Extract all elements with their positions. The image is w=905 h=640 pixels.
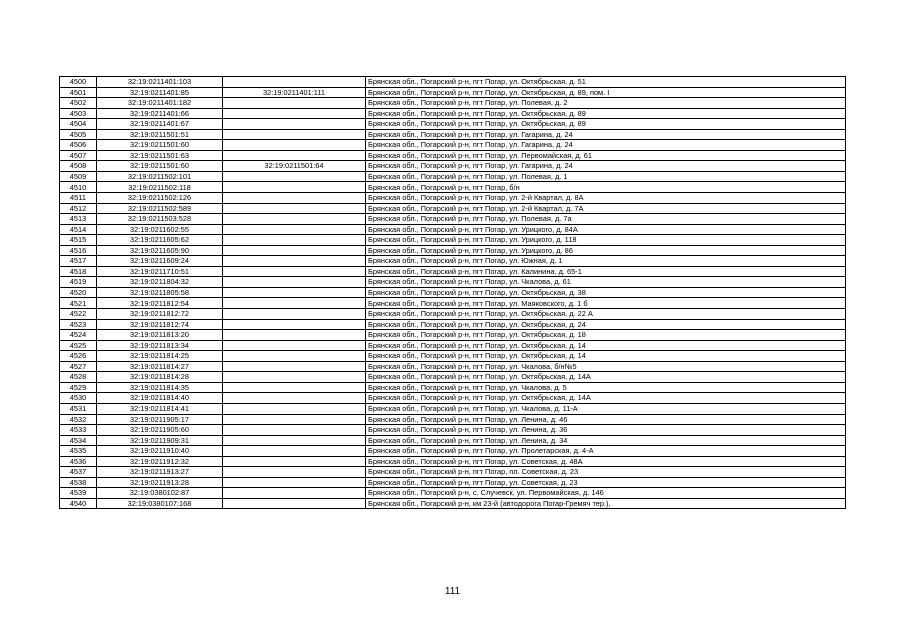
table-row: [60, 488, 846, 499]
table-row: [60, 256, 846, 267]
table-row: [60, 161, 846, 172]
table-row: [60, 87, 846, 98]
table-row: [60, 193, 846, 204]
registry-table: [59, 76, 846, 509]
address-cell: Брянская обл., Погарский р-н, пгт Погар, ул. Октябрьская, д. 14: [366, 340, 846, 351]
cadastral-number-cell: 32:19:0211913:27: [97, 467, 223, 478]
previous-number-cell: [223, 98, 366, 109]
address-cell: Брянская обл., Погарский р-н, пгт Погар, ул. Урицкого, д. 84А: [366, 224, 846, 235]
table-row: [60, 435, 846, 446]
previous-number-cell: [223, 224, 366, 235]
cadastral-number-cell: 32:19:0211501:60: [97, 140, 223, 151]
table-row: [60, 287, 846, 298]
previous-number-cell: [223, 309, 366, 320]
previous-number-cell: [223, 425, 366, 436]
row-number-cell: 4523: [60, 319, 97, 330]
cadastral-number-cell: 32:19:0211912:32: [97, 456, 223, 467]
previous-number-cell: [223, 393, 366, 404]
previous-number-cell: [223, 498, 366, 509]
cadastral-number-cell: 32:19:0211909:31: [97, 435, 223, 446]
row-number-cell: 4527: [60, 361, 97, 372]
row-number-cell: 4515: [60, 235, 97, 246]
row-number-cell: 4514: [60, 224, 97, 235]
table-row: [60, 119, 846, 130]
table-row: [60, 456, 846, 467]
table-row: [60, 245, 846, 256]
row-number-cell: 4511: [60, 193, 97, 204]
table-row: [60, 98, 846, 109]
previous-number-cell: [223, 235, 366, 246]
previous-number-cell: [223, 245, 366, 256]
row-number-cell: 4531: [60, 403, 97, 414]
cadastral-number-cell: 32:19:0211502:101: [97, 171, 223, 182]
row-number-cell: 4508: [60, 161, 97, 172]
row-number-cell: 4513: [60, 214, 97, 225]
cadastral-number-cell: 32:19:0211812:72: [97, 309, 223, 320]
row-number-cell: 4540: [60, 498, 97, 509]
address-cell: Брянская обл., Погарский р-н, пгт Погар, ул. Гагарина, д. 24: [366, 129, 846, 140]
address-cell: Брянская обл., Погарский р-н, пгт Погар, ул. Чкалова, д. 61: [366, 277, 846, 288]
cadastral-number-cell: 32:19:0211814:40: [97, 393, 223, 404]
previous-number-cell: [223, 330, 366, 341]
previous-number-cell: [223, 319, 366, 330]
address-cell: Брянская обл., Погарский р-н, пгт Погар, ул. Гагарина, д. 24: [366, 161, 846, 172]
address-cell: Брянская обл., Погарский р-н, км 23-й (автодорога Погар-Гремяч тер.),: [366, 498, 846, 509]
address-cell: Брянская обл., Погарский р-н, пгт Погар, ул. Чкалова, д. 5: [366, 382, 846, 393]
row-number-cell: 4503: [60, 108, 97, 119]
table-row: [60, 140, 846, 151]
cadastral-number-cell: 32:19:0211910:40: [97, 446, 223, 457]
cadastral-number-cell: 32:19:0380107:168: [97, 498, 223, 509]
row-number-cell: 4524: [60, 330, 97, 341]
row-number-cell: 4509: [60, 171, 97, 182]
cadastral-number-cell: 32:19:0211905:60: [97, 425, 223, 436]
address-cell: Брянская обл., Погарский р-н, пгт Погар, ул. Октябрьская, д. 24: [366, 319, 846, 330]
address-cell: Брянская обл., Погарский р-н, пгт Погар, ул. Октябрьская, д. 18: [366, 330, 846, 341]
address-cell: Брянская обл., Погарский р-н, пгт Погар, ул. 2-й Квартал, д. 7А: [366, 203, 846, 214]
cadastral-number-cell: 32:19:0211502:118: [97, 182, 223, 193]
address-cell: Брянская обл., Погарский р-н, пгт Погар, ул. Октябрьская, д. 51: [366, 77, 846, 88]
table-row: [60, 150, 846, 161]
row-number-cell: 4501: [60, 87, 97, 98]
row-number-cell: 4537: [60, 467, 97, 478]
cadastral-number-cell: 32:19:0211813:34: [97, 340, 223, 351]
row-number-cell: 4512: [60, 203, 97, 214]
address-cell: Брянская обл., Погарский р-н, пгт Погар, ул. Южная, д. 1: [366, 256, 846, 267]
row-number-cell: 4539: [60, 488, 97, 499]
address-cell: Брянская обл., Погарский р-н, пгт Погар, пл. Советская, д. 23: [366, 467, 846, 478]
cadastral-number-cell: 32:19:0380102:87: [97, 488, 223, 499]
cadastral-number-cell: 32:19:0211605:62: [97, 235, 223, 246]
previous-number-cell: [223, 382, 366, 393]
address-cell: Брянская обл., Погарский р-н, пгт Погар, ул. Полевая, д. 7а: [366, 214, 846, 225]
cadastral-number-cell: 32:19:0211804:32: [97, 277, 223, 288]
previous-number-cell: [223, 340, 366, 351]
address-cell: Брянская обл., Погарский р-н, пгт Погар, ул. Октябрьская, д. 14: [366, 351, 846, 362]
row-number-cell: 4529: [60, 382, 97, 393]
address-cell: Брянская обл., Погарский р-н, пгт Погар, ул. Полевая, д. 2: [366, 98, 846, 109]
cadastral-number-cell: 32:19:0211814:27: [97, 361, 223, 372]
previous-number-cell: [223, 403, 366, 414]
table-row: [60, 403, 846, 414]
table-row: [60, 414, 846, 425]
address-cell: Брянская обл., Погарский р-н, пгт Погар, ул. Полевая, д. 1: [366, 171, 846, 182]
table-row: [60, 340, 846, 351]
address-cell: Брянская обл., Погарский р-н, пгт Погар, ул. Чкалова, б/н№5: [366, 361, 846, 372]
table-row: [60, 361, 846, 372]
cadastral-number-cell: 32:19:0211812:54: [97, 298, 223, 309]
row-number-cell: 4506: [60, 140, 97, 151]
row-number-cell: 4521: [60, 298, 97, 309]
cadastral-number-cell: 32:19:0211814:41: [97, 403, 223, 414]
table-row: [60, 224, 846, 235]
cadastral-number-cell: 32:19:0211401:66: [97, 108, 223, 119]
address-cell: Брянская обл., Погарский р-н, пгт Погар, ул. Октябрьская, д. 38: [366, 287, 846, 298]
address-cell: Брянская обл., Погарский р-н, пгт Погар, ул. Советская, д. 48А: [366, 456, 846, 467]
address-cell: Брянская обл., Погарский р-н, пгт Погар, ул. Октябрьская, д. 89: [366, 119, 846, 130]
address-cell: Брянская обл., Погарский р-н, пгт Погар, б/н: [366, 182, 846, 193]
row-number-cell: 4516: [60, 245, 97, 256]
previous-number-cell: [223, 351, 366, 362]
cadastral-number-cell: 32:19:0211503:528: [97, 214, 223, 225]
previous-number-cell: [223, 361, 366, 372]
row-number-cell: 4538: [60, 477, 97, 488]
address-cell: Брянская обл., Погарский р-н, пгт Погар, ул. Пролетарская, д. 4-А: [366, 446, 846, 457]
row-number-cell: 4530: [60, 393, 97, 404]
cadastral-number-cell: 32:19:0211501:60: [97, 161, 223, 172]
table-row: [60, 477, 846, 488]
previous-number-cell: [223, 193, 366, 204]
row-number-cell: 4535: [60, 446, 97, 457]
cadastral-number-cell: 32:19:0211812:74: [97, 319, 223, 330]
previous-number-cell: [223, 456, 366, 467]
previous-number-cell: [223, 171, 366, 182]
previous-number-cell: [223, 266, 366, 277]
address-cell: Брянская обл., Погарский р-н, пгт Погар, ул. Первомайская, д. 61: [366, 150, 846, 161]
previous-number-cell: 32:19:0211501:64: [223, 161, 366, 172]
table-row: [60, 351, 846, 362]
cadastral-number-cell: 32:19:0211905:17: [97, 414, 223, 425]
row-number-cell: 4526: [60, 351, 97, 362]
table-row: [60, 129, 846, 140]
previous-number-cell: [223, 108, 366, 119]
row-number-cell: 4507: [60, 150, 97, 161]
address-cell: Брянская обл., Погарский р-н, пгт Погар, ул. Октябрьская, д. 89, пом. I: [366, 87, 846, 98]
row-number-cell: 4502: [60, 98, 97, 109]
previous-number-cell: [223, 140, 366, 151]
cadastral-number-cell: 32:19:0211502:589: [97, 203, 223, 214]
cadastral-number-cell: 32:19:0211602:55: [97, 224, 223, 235]
table-row: [60, 277, 846, 288]
cadastral-number-cell: 32:19:0211605:90: [97, 245, 223, 256]
table-row: [60, 266, 846, 277]
address-cell: Брянская обл., Погарский р-н, пгт Погар, ул. Калинина, д. 65-1: [366, 266, 846, 277]
address-cell: Брянская обл., Погарский р-н, пгт Погар, ул. Маяковского, д. 1 б: [366, 298, 846, 309]
address-cell: Брянская обл., Погарский р-н, пгт Погар, ул. Урицкого, д. 118: [366, 235, 846, 246]
cadastral-number-cell: 32:19:0211813:20: [97, 330, 223, 341]
previous-number-cell: [223, 129, 366, 140]
previous-number-cell: [223, 119, 366, 130]
address-cell: Брянская обл., Погарский р-н, пгт Погар, ул. Ленина, д. 46: [366, 414, 846, 425]
previous-number-cell: [223, 477, 366, 488]
table-row: [60, 108, 846, 119]
cadastral-number-cell: 32:19:0211805:58: [97, 287, 223, 298]
previous-number-cell: [223, 256, 366, 267]
table-row: [60, 77, 846, 88]
cadastral-number-cell: 32:19:0211913:28: [97, 477, 223, 488]
row-number-cell: 4534: [60, 435, 97, 446]
table-row: [60, 319, 846, 330]
table-row: [60, 330, 846, 341]
previous-number-cell: [223, 488, 366, 499]
table-row: [60, 235, 846, 246]
table-row: [60, 298, 846, 309]
table-row: [60, 372, 846, 383]
row-number-cell: 4510: [60, 182, 97, 193]
cadastral-number-cell: 32:19:0211814:25: [97, 351, 223, 362]
address-cell: Брянская обл., Погарский р-н, пгт Погар, ул. Советская, д. 23: [366, 477, 846, 488]
row-number-cell: 4528: [60, 372, 97, 383]
table-row: [60, 467, 846, 478]
previous-number-cell: [223, 203, 366, 214]
address-cell: Брянская обл., Погарский р-н, пгт Погар, ул. Урицкого, д. 86: [366, 245, 846, 256]
row-number-cell: 4520: [60, 287, 97, 298]
cadastral-number-cell: 32:19:0211501:51: [97, 129, 223, 140]
row-number-cell: 4517: [60, 256, 97, 267]
previous-number-cell: [223, 214, 366, 225]
cadastral-number-cell: 32:19:0211401:85: [97, 87, 223, 98]
table-row: [60, 171, 846, 182]
cadastral-number-cell: 32:19:0211814:28: [97, 372, 223, 383]
address-cell: Брянская обл., Погарский р-н, пгт Погар, ул. 2-й Квартал, д. 8А: [366, 193, 846, 204]
table-row: [60, 425, 846, 436]
previous-number-cell: [223, 298, 366, 309]
table-row: [60, 446, 846, 457]
row-number-cell: 4525: [60, 340, 97, 351]
previous-number-cell: [223, 182, 366, 193]
previous-number-cell: [223, 77, 366, 88]
page-number: 111: [444, 586, 461, 597]
cadastral-number-cell: 32:19:0211501:63: [97, 150, 223, 161]
address-cell: Брянская обл., Погарский р-н, пгт Погар, ул. Октябрьская, д. 14А: [366, 372, 846, 383]
table-row: [60, 309, 846, 320]
row-number-cell: 4518: [60, 266, 97, 277]
table-row: [60, 214, 846, 225]
registry-table-body: [60, 77, 846, 509]
address-cell: Брянская обл., Погарский р-н, пгт Погар, ул. Ленина, д. 36: [366, 425, 846, 436]
cadastral-number-cell: 32:19:0211814:35: [97, 382, 223, 393]
row-number-cell: 4504: [60, 119, 97, 130]
previous-number-cell: [223, 287, 366, 298]
previous-number-cell: [223, 467, 366, 478]
cadastral-number-cell: 32:19:0211401:103: [97, 77, 223, 88]
cadastral-number-cell: 32:19:0211710:51: [97, 266, 223, 277]
address-cell: Брянская обл., Погарский р-н, пгт Погар, ул. Гагарина, д. 24: [366, 140, 846, 151]
row-number-cell: 4500: [60, 77, 97, 88]
address-cell: Брянская обл., Погарский р-н, пгт Погар, ул. Октябрьская, д. 89: [366, 108, 846, 119]
table-row: [60, 203, 846, 214]
cadastral-number-cell: 32:19:0211401:182: [97, 98, 223, 109]
table-row: [60, 498, 846, 509]
address-cell: Брянская обл., Погарский р-н, пгт Погар, ул. Ленина, д. 34: [366, 435, 846, 446]
cadastral-number-cell: 32:19:0211609:24: [97, 256, 223, 267]
row-number-cell: 4533: [60, 425, 97, 436]
row-number-cell: 4536: [60, 456, 97, 467]
address-cell: Брянская обл., Погарский р-н, пгт Погар, ул. Октябрьская, д. 14А: [366, 393, 846, 404]
cadastral-number-cell: 32:19:0211401:67: [97, 119, 223, 130]
row-number-cell: 4522: [60, 309, 97, 320]
previous-number-cell: [223, 414, 366, 425]
row-number-cell: 4505: [60, 129, 97, 140]
previous-number-cell: [223, 277, 366, 288]
row-number-cell: 4532: [60, 414, 97, 425]
address-cell: Брянская обл., Погарский р-н, с. Случевск, ул. Первомайская, д. 146: [366, 488, 846, 499]
table-row: [60, 393, 846, 404]
previous-number-cell: [223, 446, 366, 457]
previous-number-cell: [223, 435, 366, 446]
previous-number-cell: 32:19:0211401:111: [223, 87, 366, 98]
row-number-cell: 4519: [60, 277, 97, 288]
address-cell: Брянская обл., Погарский р-н, пгт Погар, ул. Октябрьская, д. 22 А: [366, 309, 846, 320]
previous-number-cell: [223, 372, 366, 383]
address-cell: Брянская обл., Погарский р-н, пгт Погар, ул. Чкалова, д. 11-А: [366, 403, 846, 414]
previous-number-cell: [223, 150, 366, 161]
cadastral-number-cell: 32:19:0211502:126: [97, 193, 223, 204]
table-row: [60, 182, 846, 193]
table-row: [60, 382, 846, 393]
